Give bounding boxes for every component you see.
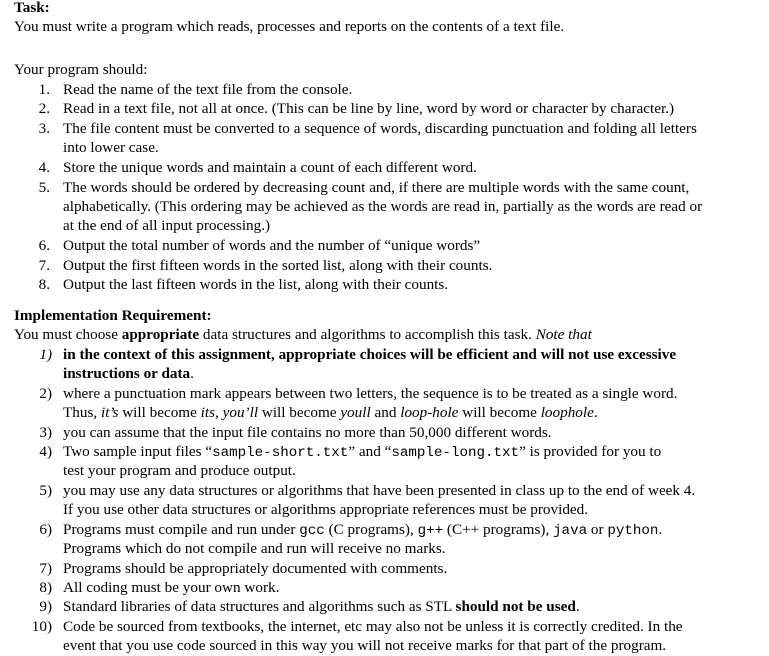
step-number: 7. [38, 257, 50, 274]
rule-number: 10) [31, 618, 52, 635]
rule-number: 5) [39, 482, 52, 499]
step-number: 8. [38, 276, 50, 293]
step-4-line-1: Store the unique words and maintain a count of each different word. [63, 159, 477, 176]
step-1-line-1: Read the name of the text file from the console. [63, 81, 353, 98]
implementation-intro: You must choose appropriate data structures and algorithms to accomplish this task. Note that [14, 326, 592, 343]
step-6-line-1: Output the total number of words and the number of “unique words” [63, 237, 481, 254]
step-2-line-1: Read in a text file, not all at once. (This can be line by line, word by word or character by character.) [63, 100, 675, 117]
rule-1-line-2: instructions or data. [63, 365, 194, 382]
rule-1-line-1: in the context of this assignment, appropriate choices will be efficient and will not use excessive [63, 346, 677, 363]
step-number: 3. [38, 120, 50, 137]
rule-5-line-2: If you use other data structures or algorithms appropriate references must be provided. [63, 501, 589, 518]
rule-number: 3) [39, 424, 52, 441]
step-5-line-2: alphabetically. (This ordering may be achieved as the words are read in, partially as the words are read or [63, 198, 703, 215]
rule-4-line-2: test your program and produce output. [63, 462, 296, 479]
step-number: 5. [38, 179, 50, 196]
step-number: 1. [38, 81, 50, 98]
rule-number: 2) [39, 385, 52, 402]
rule-number: 9) [39, 598, 52, 615]
implementation-heading: Implementation Requirement: [14, 307, 212, 324]
rule-8-line-1: All coding must be your own work. [63, 579, 280, 596]
program-should-label: Your program should: [14, 61, 148, 78]
step-number: 4. [38, 159, 50, 176]
rule-9-line-1: Standard libraries of data structures and algorithms such as STL should not be used. [63, 598, 580, 615]
task-intro: You must write a program which reads, processes and reports on the contents of a text file. [14, 18, 565, 35]
rule-10-line-2: event that you use code sourced in this way you will not receive marks for that part of the program. [63, 637, 667, 654]
step-number: 2. [38, 100, 50, 117]
rule-3-line-1: you can assume that the input file contains no more than 50,000 different words. [63, 424, 552, 441]
step-number: 6. [38, 237, 50, 254]
rule-5-line-1: you may use any data structures or algorithms that have been presented in class up to the end of week 4. [63, 482, 696, 499]
rule-10-line-1: Code be sourced from textbooks, the internet, etc may also not be unless it is correctly credited. In the [63, 618, 683, 635]
step-8-line-1: Output the last fifteen words in the list, along with their counts. [63, 276, 449, 293]
rule-number: 1) [39, 346, 52, 363]
rule-number: 7) [39, 560, 52, 577]
rule-4-line-1: Two sample input files “sample-short.txt” and “sample-long.txt” is provided for you to [63, 443, 662, 461]
rule-6-line-2: Programs which do not compile and run will receive no marks. [63, 540, 446, 557]
step-5-line-1: The words should be ordered by decreasing count and, if there are multiple words with the same count, [63, 179, 690, 196]
rule-2-line-1: where a punctuation mark appears between two letters, the sequence is to be treated as a single word. [63, 385, 678, 402]
task-heading: Task: [14, 0, 50, 16]
step-3-line-2: into lower case. [63, 139, 159, 156]
rule-7-line-1: Programs should be appropriately documented with comments. [63, 560, 448, 577]
rule-2-line-2: Thus, it’s will become its, you’ll will become youll and loop-hole will become loophole. [63, 404, 598, 421]
step-7-line-1: Output the first fifteen words in the sorted list, along with their counts. [63, 257, 493, 274]
rule-number: 6) [39, 521, 52, 538]
rule-6-line-1: Programs must compile and run under gcc (C programs), g++ (C++ programs), java or python. [63, 521, 663, 539]
rule-number: 8) [39, 579, 52, 596]
step-3-line-1: The file content must be converted to a sequence of words, discarding punctuation and folding all letters [63, 120, 697, 137]
step-5-line-3: at the end of all input processing.) [63, 217, 271, 234]
rule-number: 4) [39, 443, 52, 460]
